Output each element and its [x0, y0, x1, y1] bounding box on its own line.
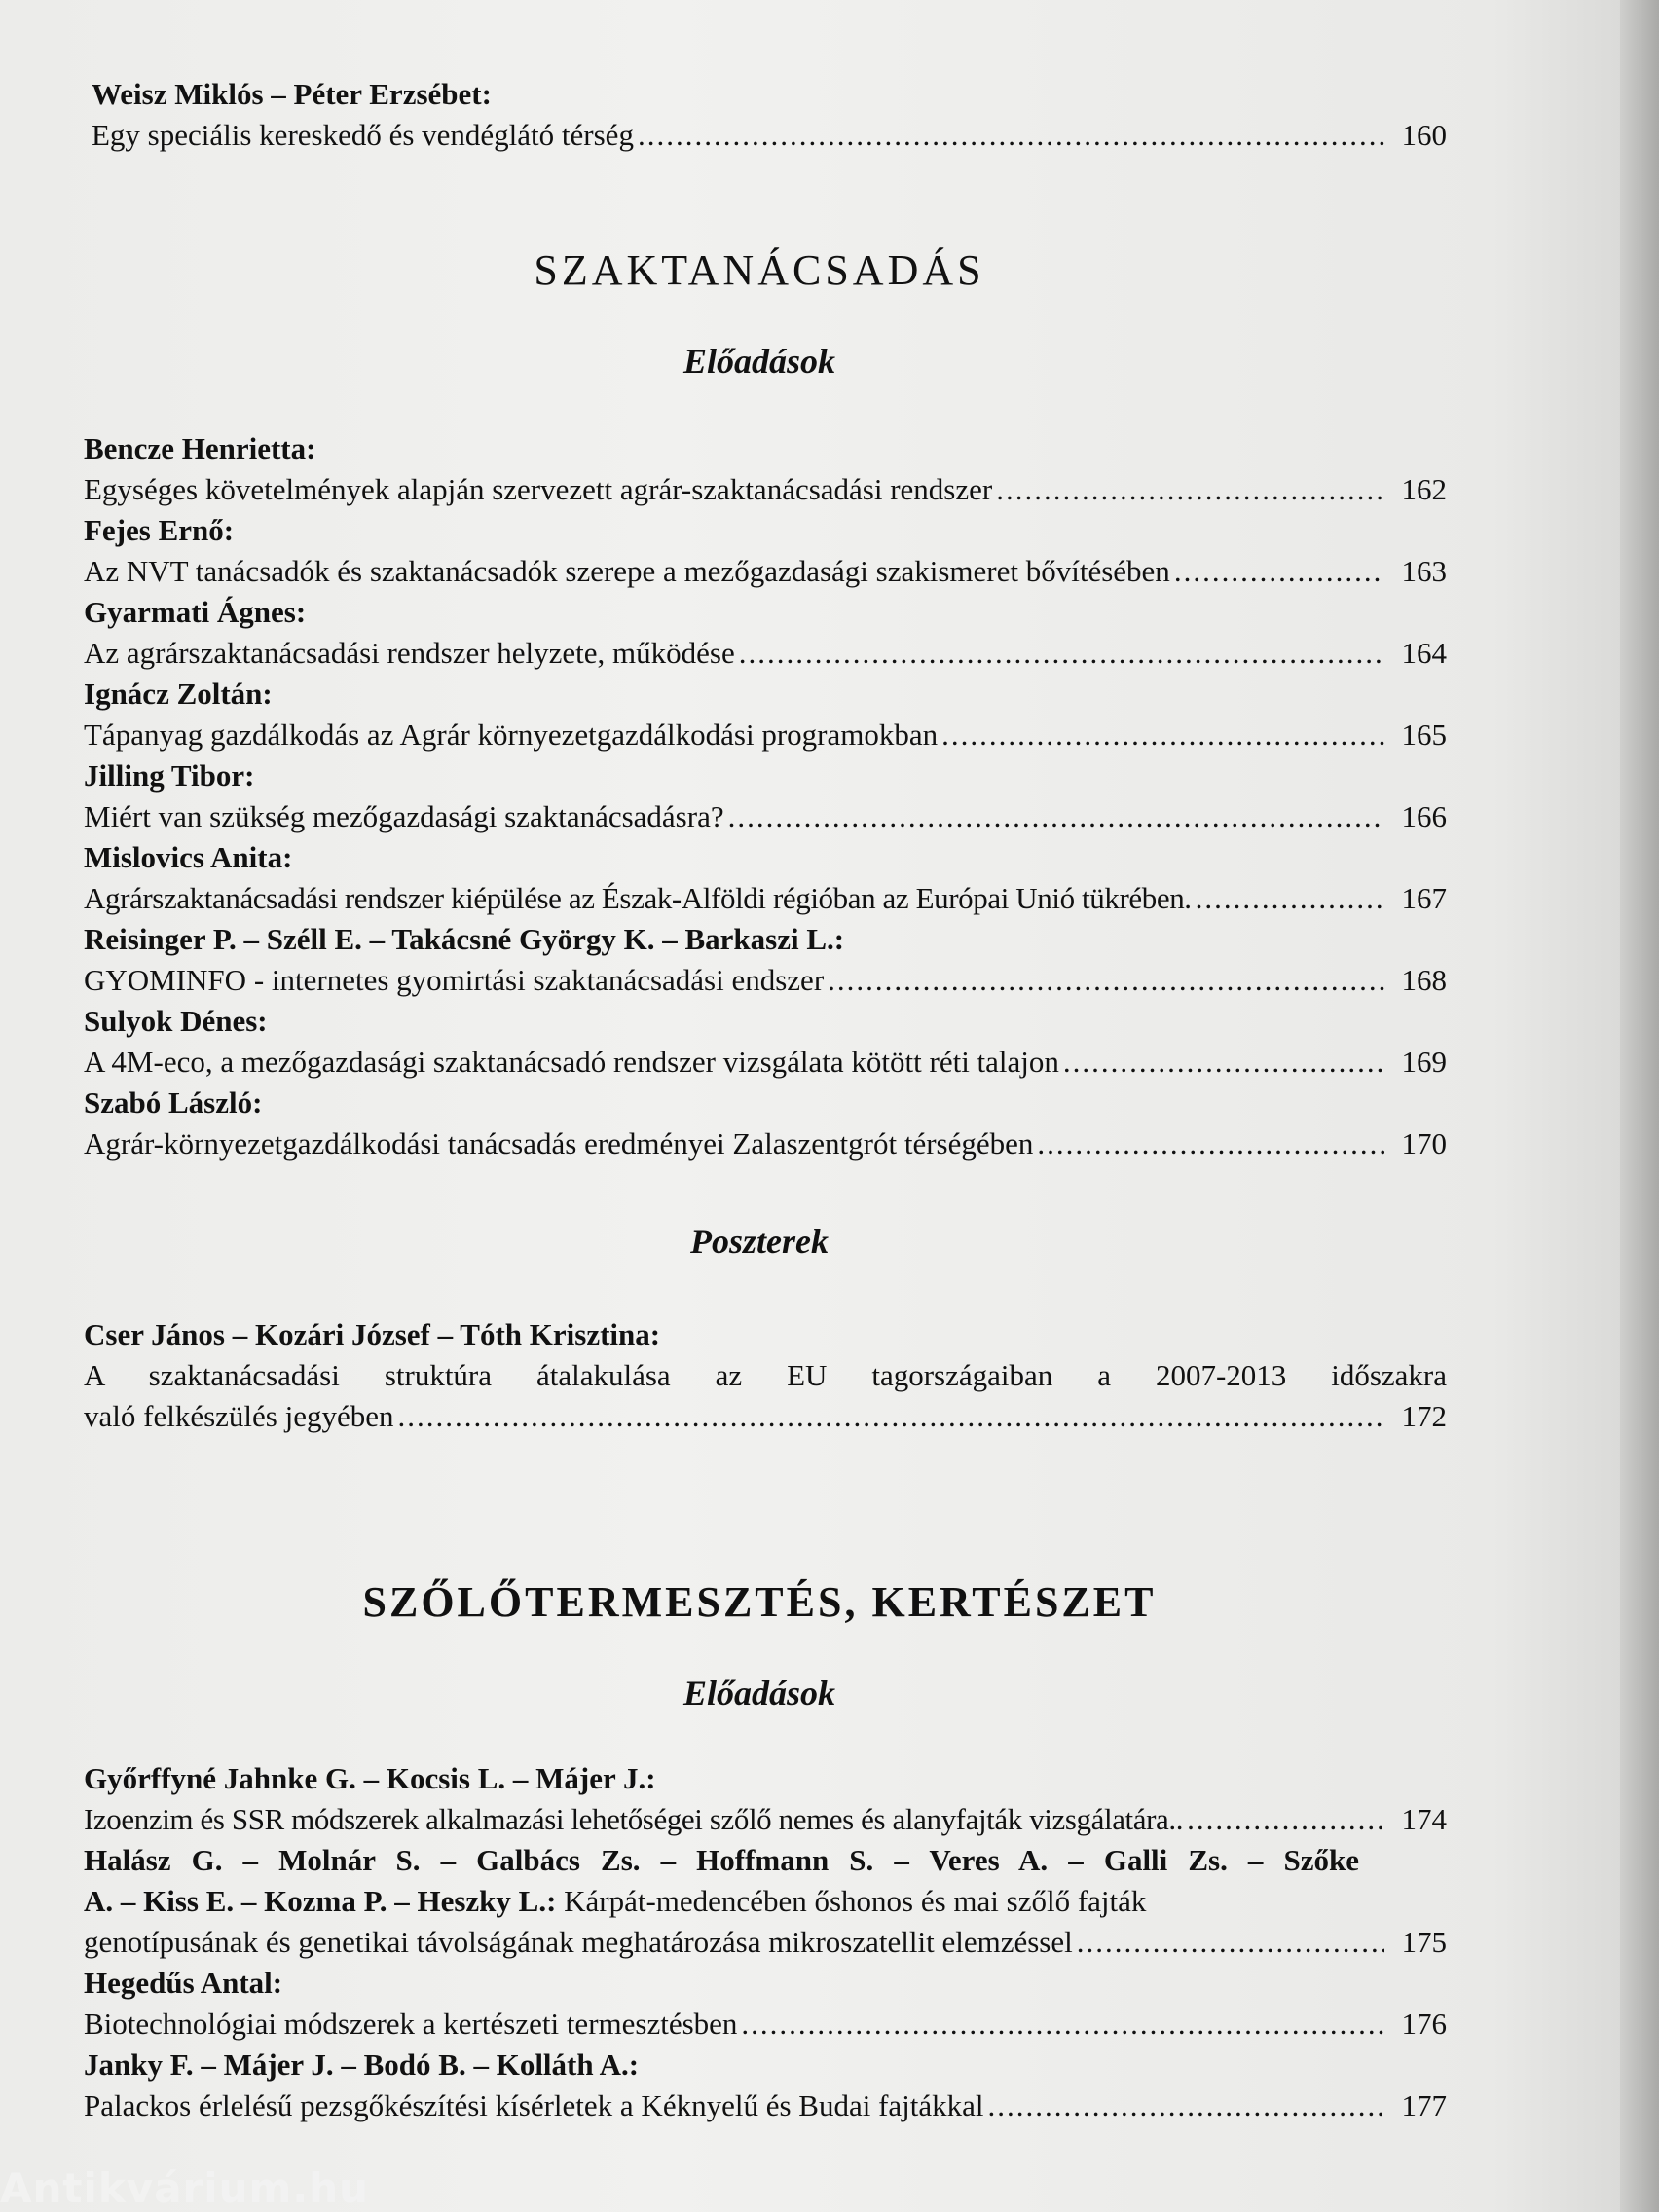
- dot-leader: [996, 469, 1384, 510]
- entry-title: Agrár-környezetgazdálkodási tanácsadás eredményei Zalaszentgrót térségében: [84, 1126, 1034, 1161]
- entry-line: [84, 878, 1447, 919]
- entry-author: Győrffyné Jahnke G. – Kocsis L. – Májer J.:: [84, 1761, 656, 1795]
- entry-author: Ignácz Zoltán:: [84, 677, 273, 711]
- entry-title: A 4M-eco, a mezőgazdasági szaktanácsadó rendszer vizsgálata kötött réti talajon: [84, 1045, 1059, 1079]
- entry-title: Agrárszaktanácsadási rendszer kiépülése az Észak-Alföldi régióban az Európai Unió tükrében.: [84, 881, 1192, 915]
- entry-page: 163: [1401, 554, 1447, 588]
- entry-author: Fejes Ernő:: [84, 513, 235, 547]
- section-subheading: Poszterek: [690, 1222, 829, 1261]
- entry-line: [84, 2004, 1447, 2045]
- entry-line: [84, 1396, 1447, 1437]
- entry-title: genotípusának és genetikai távolságának meghatározása mikroszatellit elemzéssel: [84, 1925, 1073, 1959]
- dot-leader: [1187, 1799, 1384, 1840]
- toc-entry: [84, 1314, 1447, 1437]
- entry-author: Mislovics Anita:: [84, 840, 293, 874]
- entry-page: 165: [1401, 718, 1447, 752]
- toc-entry: [84, 756, 1447, 837]
- entry-title-line: [84, 1881, 1447, 1922]
- dot-leader: [941, 715, 1384, 756]
- toc-entry: [84, 2045, 1447, 2126]
- section-heading: SZAKTANÁCSADÁS: [534, 246, 985, 294]
- entry-page: 164: [1401, 636, 1447, 670]
- entry-page: 170: [1401, 1126, 1447, 1161]
- toc-entry: [84, 1840, 1447, 1963]
- dot-leader: [741, 2004, 1384, 2045]
- dot-leader: [728, 796, 1384, 837]
- entry-title: Egységes követelmények alapján szervezett agrár-szaktanácsadási rendszer: [84, 472, 993, 506]
- entry-author: Gyarmati Ágnes:: [84, 595, 307, 629]
- dot-leader: [1077, 1922, 1384, 1963]
- entry-author: Reisinger P. – Széll E. – Takácsné György K. – Barkaszi L.:: [84, 922, 845, 956]
- toc-entry: [84, 919, 1447, 1001]
- section-subheading: Előadások: [682, 1674, 836, 1713]
- dot-leader: [739, 633, 1384, 674]
- entry-author: Szabó László:: [84, 1086, 263, 1120]
- entry-title: Tápanyag gazdálkodás az Agrár környezetgazdálkodási programokban: [84, 718, 939, 752]
- entry-line: [84, 1799, 1447, 1840]
- toc-entry: [84, 510, 1447, 592]
- toc-entry: [84, 837, 1447, 919]
- entry-author: Sulyok Dénes:: [84, 1004, 268, 1038]
- entry-line: [84, 960, 1447, 1001]
- toc-entry: [84, 674, 1447, 756]
- entry-page: 172: [1401, 1399, 1447, 1433]
- dot-leader: [1037, 1124, 1384, 1164]
- entry-author: Halász G. – Molnár S. – Galbács Zs. – Hoffmann S. – Veres A. – Galli Zs. – Szőke: [84, 1843, 1359, 1877]
- entry-page: 167: [1401, 881, 1447, 915]
- entry-page: 162: [1401, 472, 1447, 506]
- entry-line: [92, 115, 1447, 156]
- dot-leader: [828, 960, 1384, 1001]
- dot-leader: [1174, 551, 1384, 592]
- dot-leader: [397, 1396, 1384, 1437]
- entry-line: [84, 551, 1447, 592]
- toc-entry: [84, 592, 1447, 674]
- entry-author: Hegedűs Antal:: [84, 1966, 283, 2000]
- entry-page: 175: [1401, 1925, 1447, 1959]
- entry-title-line: A szaktanácsadási struktúra átalakulása az EU tagországaiban a 2007-2013 időszakra: [84, 1358, 1447, 1392]
- entry-title: Izoenzim és SSR módszerek alkalmazási lehetőségei szőlő nemes és alanyfajták vizsgálatára..: [84, 1802, 1184, 1836]
- entry-line: [84, 796, 1447, 837]
- entry-line: [84, 469, 1447, 510]
- entry-page: 168: [1401, 963, 1447, 997]
- entry-title: Az NVT tanácsadók és szaktanácsadók szerepe a mezőgazdasági szakismeret bővítésében: [84, 554, 1170, 588]
- entry-author: Bencze Henrietta:: [84, 431, 316, 465]
- entry-page: 177: [1401, 2088, 1447, 2122]
- entry-line: [84, 715, 1447, 756]
- entry-title: való felkészülés jegyében: [84, 1399, 394, 1433]
- entry-title: Miért van szükség mezőgazdasági szaktanácsadásra?: [84, 799, 724, 833]
- entry-title: Az agrárszaktanácsadási rendszer helyzete, működése: [84, 636, 735, 670]
- entry-author: Weisz Miklós – Péter Erzsébet:: [92, 77, 492, 111]
- toc-entry: [84, 74, 1447, 156]
- toc-entry: [84, 1083, 1447, 1164]
- toc-entry: [84, 1758, 1447, 1840]
- entry-author: A. – Kiss E. – Kozma P. – Heszky L.:: [84, 1884, 557, 1918]
- entry-title: Egy speciális kereskedő és vendéglátó térség: [92, 118, 634, 152]
- entry-title: Palackos érlelésű pezsgőkészítési kísérletek a Kéknyelű és Budai fajtákkal: [84, 2088, 984, 2122]
- entry-author: Jilling Tibor:: [84, 758, 255, 793]
- entry-line: [84, 1124, 1447, 1164]
- toc-entry: [84, 1963, 1447, 2045]
- entry-title: GYOMINFO - internetes gyomirtási szaktanácsadási endszer: [84, 963, 825, 997]
- dot-leader: [1196, 878, 1384, 919]
- watermark: Antikvárium.hu: [0, 2164, 370, 2212]
- entry-line: [84, 633, 1447, 674]
- entry-author: Cser János – Kozári József – Tóth Krisztina:: [84, 1317, 661, 1351]
- entry-page: 160: [1401, 118, 1447, 152]
- entry-page: 169: [1401, 1045, 1447, 1079]
- section-heading: SZŐLŐTERMESZTÉS, KERTÉSZET: [362, 1578, 1157, 1626]
- entry-page: 176: [1401, 2007, 1447, 2041]
- toc-entry: [84, 428, 1447, 510]
- dot-leader: [1063, 1042, 1384, 1083]
- entry-author: Janky F. – Májer J. – Bodó B. – Kolláth A.:: [84, 2047, 640, 2082]
- entry-page: 166: [1401, 799, 1447, 833]
- entry-line: [84, 1042, 1447, 1083]
- toc-entry: [84, 1001, 1447, 1083]
- dot-leader: [988, 2085, 1384, 2126]
- dot-leader: [638, 115, 1384, 156]
- entry-title: Kárpát-medencében őshonos és mai szőlő fajták: [556, 1884, 1147, 1918]
- entry-line: [84, 1922, 1447, 1963]
- section-subheading: Előadások: [682, 342, 836, 381]
- entry-page: 174: [1401, 1802, 1447, 1836]
- entry-title: Biotechnológiai módszerek a kertészeti termesztésben: [84, 2007, 738, 2041]
- entry-line: [84, 2085, 1447, 2126]
